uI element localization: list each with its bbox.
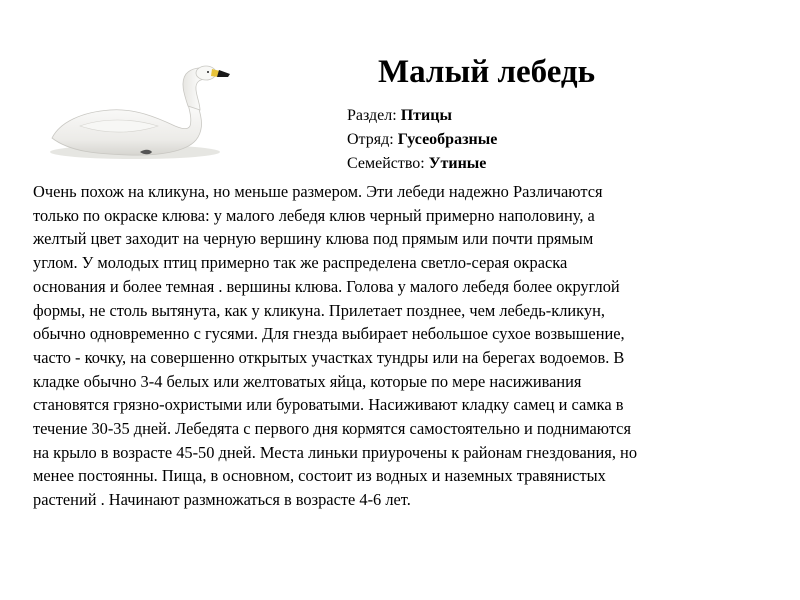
division-label: Раздел: — [347, 107, 397, 124]
taxonomy-block — [347, 104, 497, 176]
taxonomy-division — [347, 104, 497, 128]
description-text — [33, 180, 773, 512]
swan-bill-tip — [217, 70, 230, 77]
description-line: Очень похож на кликуна, но меньше размером. Эти лебеди надежно Различаются — [33, 182, 603, 201]
description-line: растений . Начинают размножаться в возрасте 4-6 лет. — [33, 490, 411, 510]
description-line: часто - кочку, на совершенно открытых участках тундры или на берегах водоемов. В — [33, 347, 625, 367]
description-line: обычно одновременно с гусями. Для гнезда выбирает небольшое сухое возвышение, — [33, 324, 625, 344]
taxonomy-order — [347, 128, 497, 152]
swan-illustration-icon — [40, 60, 240, 168]
description-line: желтый цвет заходит на черную вершину клюва под прямым или почти прямым — [33, 229, 594, 249]
order-value: Гусеобразные — [397, 131, 498, 148]
family-label: Семейство: — [347, 155, 425, 172]
description-line: менее постоянны. Пища, в основном, состоит из водных и наземных травянистых — [33, 466, 606, 486]
family-value: Утиные — [428, 155, 487, 172]
order-label: Отряд: — [347, 131, 394, 148]
description-line: течение 30-35 дней. Лебедята с первого дня кормятся самостоятельно и поднимаются — [33, 419, 631, 439]
swan-eye — [207, 71, 209, 73]
description-line: кладке обычно 3-4 белых или желтоватых яйца, которые по мере насиживания — [33, 371, 582, 391]
taxonomy-family — [347, 152, 497, 176]
description-line: углом. У молодых птиц примерно так же распределена светло-серая окраска — [33, 253, 568, 273]
description-line: только по окраске клюва: у малого лебедя клюв черный примерно наполовину, а — [33, 205, 595, 225]
page-title: Малый лебедь — [378, 54, 596, 90]
description-line: формы, не столь вытянута, как у кликуна. Прилетает позднее, чем лебедь-кликун, — [33, 300, 605, 320]
description-line: основания и более темная . вершины клюва. Голова у малого лебедя более округлой — [33, 276, 620, 296]
division-value: Птицы — [400, 107, 452, 124]
description-line: на крыло в возрасте 45-50 дней. Места линьки приурочены к районам гнездования, но — [33, 442, 638, 462]
description-line: становятся грязно-охристыми или буроватыми. Насиживают кладку самец и самка в — [33, 395, 624, 415]
